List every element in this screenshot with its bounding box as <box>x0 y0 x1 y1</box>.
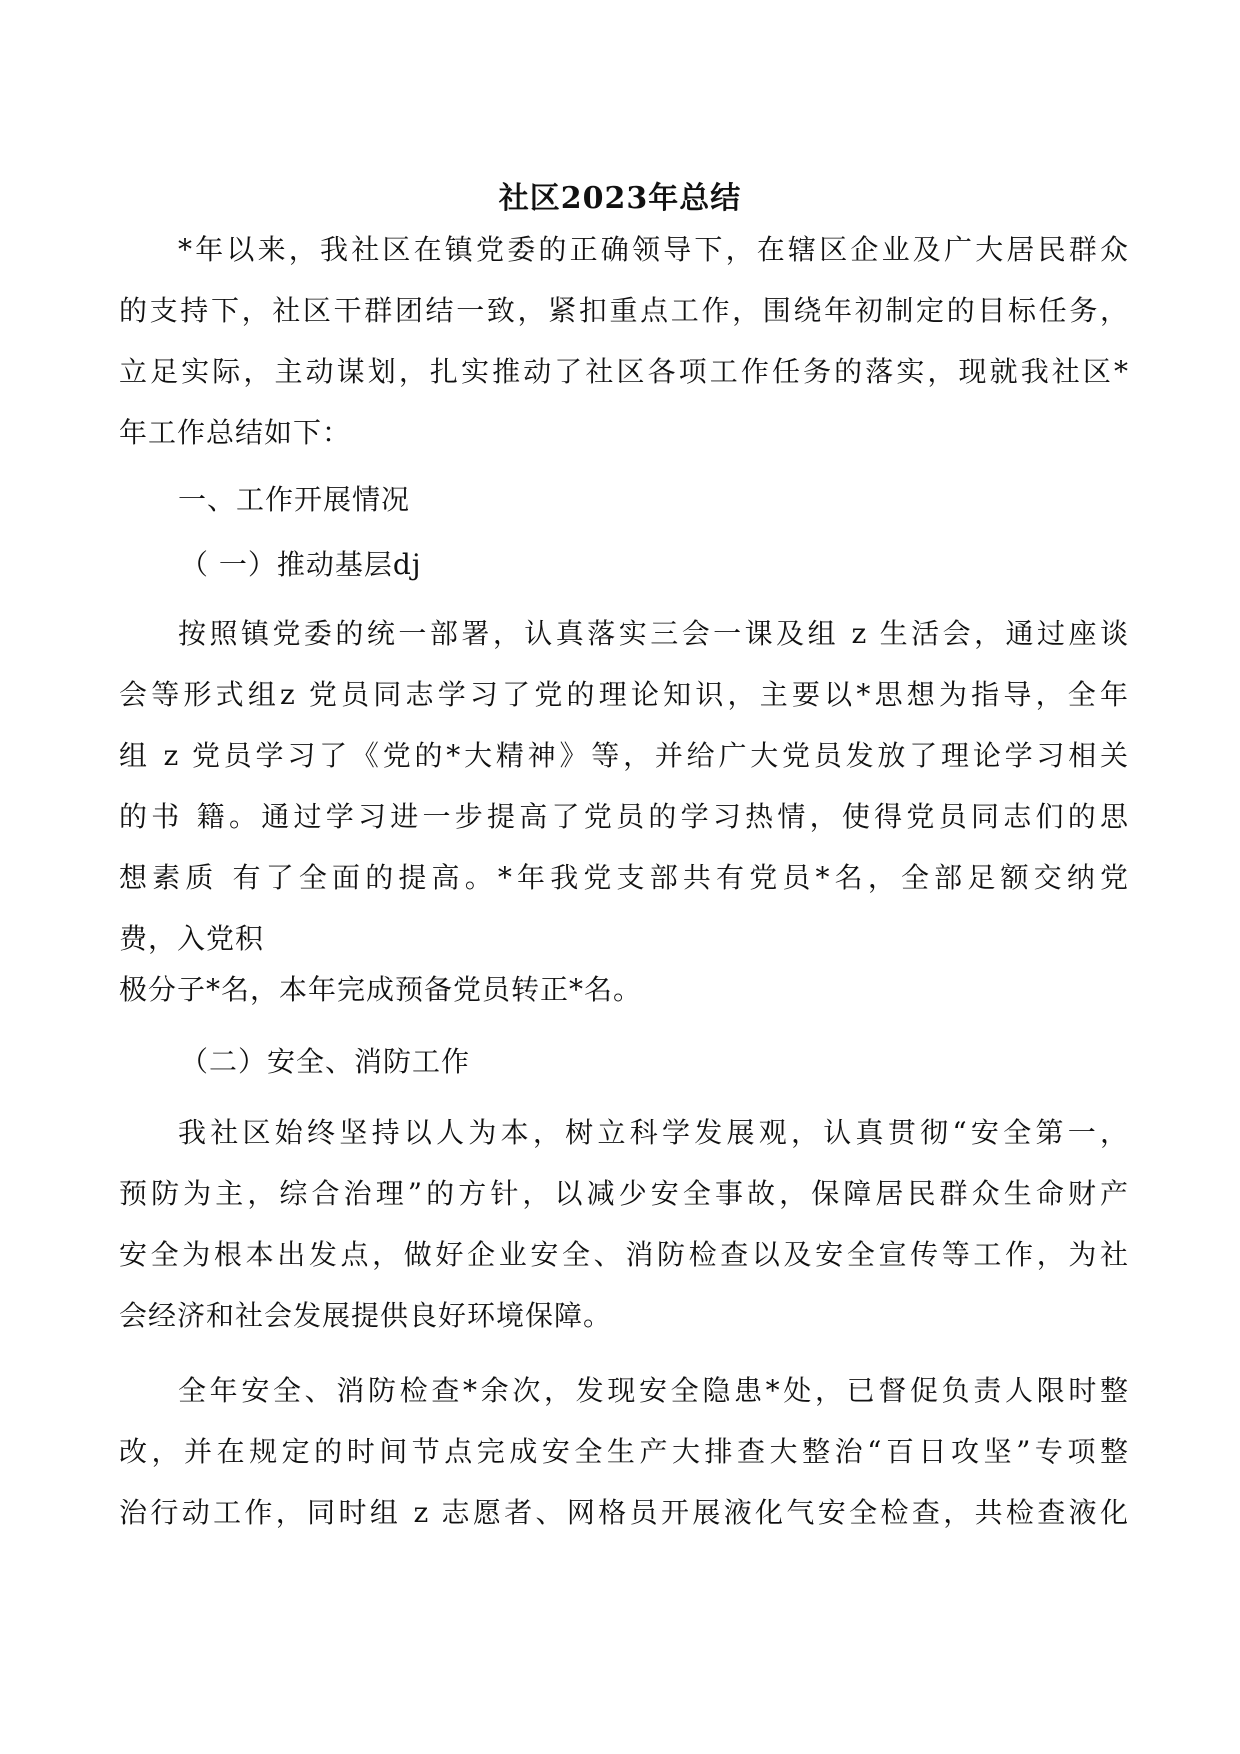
sub2-p1-line-4: 会经济和社会发展提供良好环境保障。 <box>119 1299 613 1332</box>
subsection-heading-2: （二）安全、消防工作 <box>180 1045 471 1078</box>
sub2-p1-line-2: 预防为主，综合治理”的方针，以减少安全事故，保障居民群众生命财产 <box>119 1177 1129 1210</box>
intro-line-2: 的支持下，社区干群团结一致，紧扣重点工作，围绕年初制定的目标任务， <box>119 294 1129 327</box>
intro-line-1: *年以来，我社区在镇党委的正确领导下，在辖区企业及广大居民群众 <box>178 233 1129 266</box>
sub1-line-3: 组 z 党员学习了《党的*大精神》等，并给广大党员发放了理论学习相关 <box>119 739 1129 772</box>
sub2-p1-line-3: 安全为根本出发点，做好企业安全、消防检查以及安全宣传等工作，为社 <box>119 1238 1129 1271</box>
sub1-line-6: 费，入党积 <box>119 922 265 955</box>
document-title: 社区2023年总结 <box>498 181 742 216</box>
sub2-p2-line-3: 治行动工作，同时组 z 志愿者、网格员开展液化气安全检查，共检查液化 <box>119 1496 1129 1529</box>
section-heading-1: 一、工作开展情况 <box>178 483 411 516</box>
sub1-line-5: 想素质 有了全面的提高。*年我党支部共有党员*名，全部足额交纳党 <box>119 861 1129 894</box>
sub1-line-7: 极分子*名，本年完成预备党员转正*名。 <box>119 973 643 1006</box>
sub2-p2-line-1: 全年安全、消防检查*余次，发现安全隐患*处，已督促负责人限时整 <box>178 1374 1129 1407</box>
sub2-p1-line-1: 我社区始终坚持以人为本，树立科学发展观，认真贯彻“安全第一， <box>178 1116 1129 1149</box>
sub1-line-4: 的书 籍。通过学习进一步提高了党员的学习热情，使得党员同志们的思 <box>119 800 1129 833</box>
sub2-p2-line-2: 改，并在规定的时间节点完成安全生产大排查大整治“百日攻坚”专项整 <box>119 1435 1129 1468</box>
intro-line-3: 立足实际，主动谋划，扎实推动了社区各项工作任务的落实，现就我社区* <box>119 355 1129 388</box>
sub1-line-2: 会等形式组z 党员同志学习了党的理论知识，主要以*思想为指导，全年 <box>119 678 1129 711</box>
intro-line-4: 年工作总结如下： <box>119 416 352 449</box>
subsection-heading-1: （ 一）推动基层dj <box>180 548 422 581</box>
sub1-line-1: 按照镇党委的统一部署，认真落实三会一课及组 z 生活会，通过座谈 <box>178 617 1129 650</box>
